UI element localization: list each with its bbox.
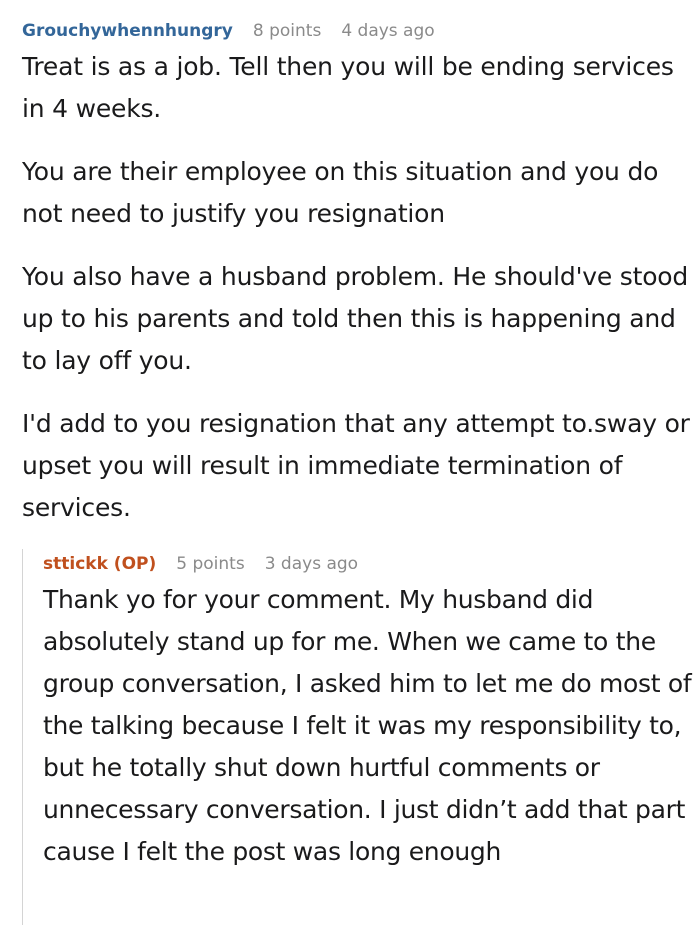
comment-author[interactable]: Grouchywhennhungry — [22, 21, 233, 41]
reply-paragraph: Thank yo for your comment. My husband did absolutely stand up for me. When we came to the group conversation, I asked him to let me do most of the talking because I felt it was my responsibility to, but he totally shut down hurtful comments or unnecessary conversation. I just didn’t add that part cause I felt the post was long enough — [43, 585, 692, 866]
comment — [22, 16, 692, 529]
reply-body — [43, 579, 692, 873]
reply-comment — [22, 549, 692, 925]
reply-points: 5 points — [176, 554, 245, 574]
reply-timestamp[interactable]: 3 days ago — [264, 554, 359, 574]
comment-meta — [22, 16, 692, 46]
comment-paragraph: You are their employee on this situation and you do not need to justify you resignation — [22, 157, 659, 228]
comment-points: 8 points — [252, 21, 322, 41]
comment-timestamp[interactable]: 4 days ago — [341, 21, 435, 41]
comment-paragraph: I'd add to you resignation that any attempt to.sway or upset you will result in immediate termination of services. — [22, 409, 690, 522]
comment-paragraph: Treat is as a job. Tell then you will be ending services in 4 weeks. — [22, 52, 674, 123]
reply-meta — [43, 549, 692, 579]
reply-author[interactable]: sttickk (OP) — [43, 554, 157, 574]
comment-body — [22, 46, 692, 529]
comment-paragraph: You also have a husband problem. He should've stood up to his parents and told then this is happening and to lay off you. — [22, 262, 689, 375]
